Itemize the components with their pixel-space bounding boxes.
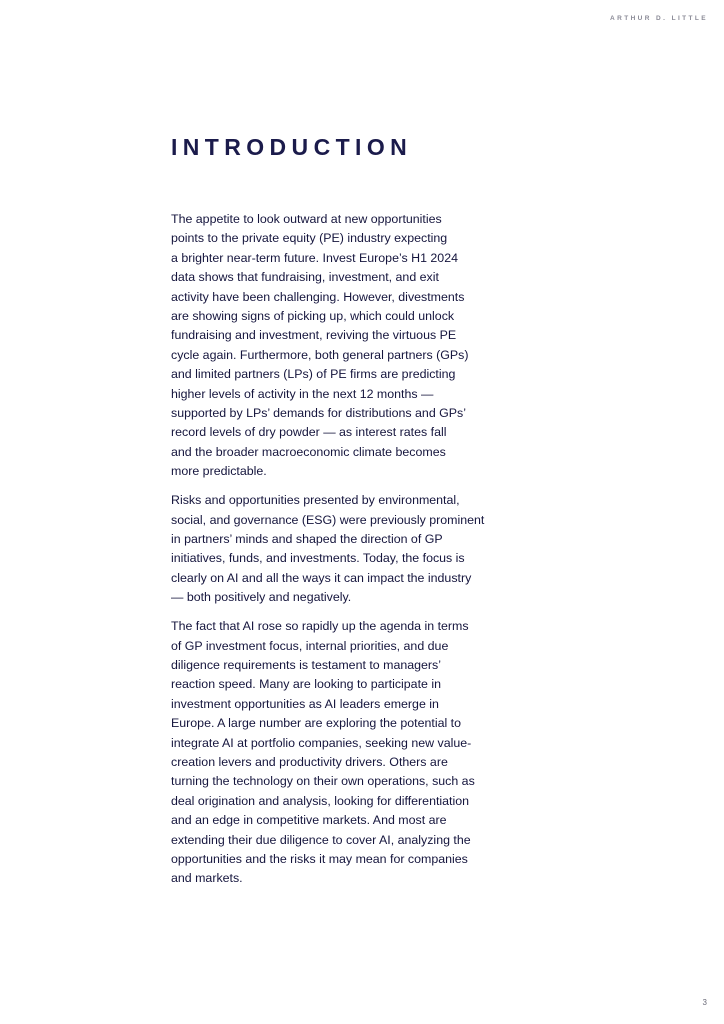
text-line: and an edge in competitive markets. And most are — [171, 813, 447, 828]
text-line: diligence requirements is testament to managers’ — [171, 657, 441, 672]
text-line: The fact that AI rose so rapidly up the agenda in terms — [171, 619, 469, 634]
text-line: turning the technology on their own operations, such as — [171, 774, 475, 789]
text-line: and limited partners (LPs) of PE firms are predicting — [171, 367, 456, 382]
text-line: and markets. — [171, 871, 243, 886]
text-line: supported by LPs’ demands for distributions and GPs’ — [171, 406, 467, 421]
text-line: activity have been challenging. However, divestments — [171, 289, 465, 304]
body-text — [171, 210, 529, 898]
text-line: creation levers and productivity drivers. Others are — [171, 754, 448, 769]
brand-logo-text: ARTHUR D. LITTLE — [610, 15, 708, 22]
text-line: integrate AI at portfolio companies, seeking new value- — [171, 735, 472, 750]
text-line: investment opportunities as AI leaders emerge in — [171, 696, 439, 711]
text-line: Risks and opportunities presented by environmental, — [171, 493, 460, 508]
paragraph-1 — [171, 210, 529, 482]
text-line: deal origination and analysis, looking for differentiation — [171, 793, 470, 808]
text-line: initiatives, funds, and investments. Today, the focus is — [171, 551, 465, 566]
text-line: reaction speed. Many are looking to participate in — [171, 677, 441, 692]
text-line: are showing signs of picking up, which could unlock — [171, 309, 455, 324]
text-line: Europe. A large number are exploring the potential to — [171, 716, 461, 731]
page-number: 3 — [702, 998, 707, 1007]
text-line: fundraising and investment, reviving the virtuous PE — [171, 328, 457, 343]
text-line: clearly on AI and all the ways it can impact the industry — [171, 570, 472, 585]
text-line: a brighter near-term future. Invest Europe’s H1 2024 — [171, 250, 458, 265]
text-line: points to the private equity (PE) industry expecting — [171, 231, 448, 246]
text-line: social, and governance (ESG) were previously prominent — [171, 512, 485, 527]
text-line: The appetite to look outward at new opportunities — [171, 212, 442, 226]
text-line: — both positively and negatively. — [171, 590, 352, 605]
text-line: opportunities and the risks it may mean for companies — [171, 852, 468, 866]
text-line: and the broader macroeconomic climate becomes — [171, 444, 446, 459]
text-line: data shows that fundraising, investment, and exit — [171, 270, 439, 285]
text-line: record levels of dry powder — as interest rates fall — [171, 425, 447, 440]
page-title: INTRODUCTION — [171, 134, 413, 160]
text-line: extending their due diligence to cover AI, analyzing the — [171, 832, 471, 847]
text-line: in partners’ minds and shaped the direction of GP — [171, 532, 443, 546]
text-line: more predictable. — [171, 464, 267, 479]
paragraph-3 — [171, 617, 529, 889]
text-line: higher levels of activity in the next 12 months — — [171, 386, 434, 401]
text-line: cycle again. Furthermore, both general partners (GPs) — [171, 347, 469, 362]
text-line: of GP investment focus, internal priorities, and due — [171, 638, 449, 653]
paragraph-2 — [171, 491, 529, 607]
